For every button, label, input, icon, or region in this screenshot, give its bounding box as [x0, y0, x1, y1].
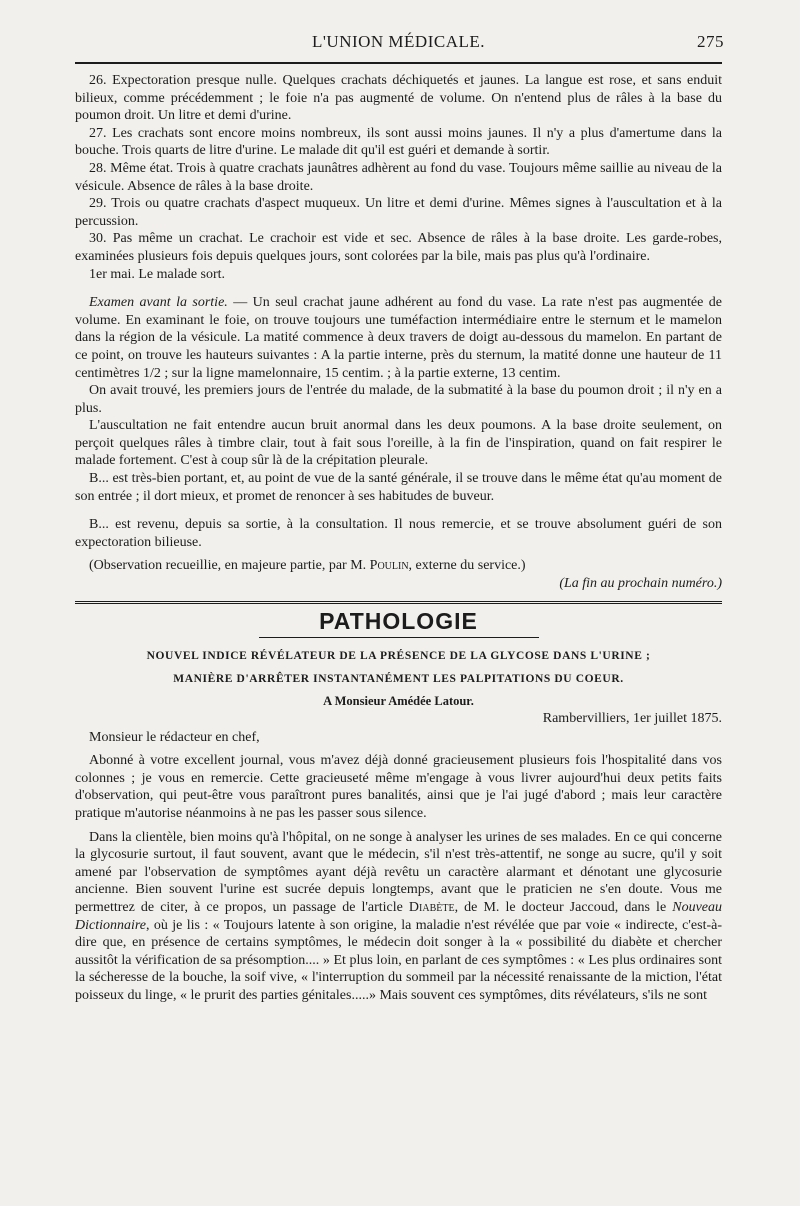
- letter-paragraph-2: [75, 829, 722, 1005]
- addressee: A Monsieur Amédée Latour.: [323, 693, 474, 708]
- continued-note: (La fin au prochain numéro.): [559, 576, 722, 592]
- salutation: Monsieur le rédacteur en chef,: [89, 729, 260, 745]
- section-title: PATHOLOGIE: [319, 607, 478, 634]
- credit-prefix: (Observation recueillie, en majeure partie, par M.: [89, 558, 370, 574]
- credit-suffix: , externe du service.): [408, 558, 526, 574]
- observation-discharge: 1er mai. Le malade sort.: [89, 266, 226, 282]
- observation-paragraph: L'auscultation ne fait entendre aucun bruit anormal dans les deux poumons. A la base droite seulement, on perçoit quelques râles à timbre clair, tout à fait sous l'oreille, à la fin de l'inspiration, quand on fait respirer le malade fortement. C'est à coup sûr là de la crépitation pleurale.: [75, 418, 722, 469]
- letter-text: , de M. le docteur Jaccoud, dans le: [454, 899, 673, 915]
- letter-text: , où je lis : « Toujours latente à son origine, la maladie n'est révélée que par voie « indirecte, c'est-à-dire que, en présence de certains symptômes, le médecin doit songer à la « possibilité du diabète et chercher aussitôt la vérification de sa présomption.... » Et plus loin, en parlant de ces symptômes : « Les plus ordinaires sont la sécheresse de la bouche, la soif vive, « l'interruption du sommeil par la nécessité renaissante de la miction, l'état poisseux du linge, « le prurit des parties génitales.....» Mais souvent ces symptômes, dits révélateurs, s'ils ne sont: [75, 917, 722, 1003]
- article-title-line-2: MANIÈRE D'ARRÊTER INSTANTANÉMENT LES PALPITATIONS DU COEUR.: [173, 672, 624, 685]
- observation-paragraph: B... est très-bien portant, et, au point de vue de la santé générale, il se trouve dans le même état qu'au moment de son entrée ; il dort mieux, et promet de renoncer à ses habitudes de buveur.: [75, 471, 722, 504]
- observation-credit: [75, 557, 722, 575]
- place-date: Rambervilliers, 1er juillet 1875.: [542, 710, 722, 726]
- credit-name: Poulin: [369, 558, 409, 574]
- observation-day-30: 30. Pas même un crachat. Le crachoir est vide et sec. Absence de râles à la base droite. Les garde-robes, examinées plusieurs fois depuis quelques jours, sont colorées par la bile, mais pas plus qu'à l'ordinaire.: [75, 231, 722, 264]
- observation-day-27: 27. Les crachats sont encore moins nombreux, ils sont aussi moins jaunes. Il n'y a plus d'amertume dans la bouche. Trois quarts de litre d'urine. Le malade dit qu'il est guéri et demande à sortir.: [75, 125, 722, 159]
- article-title-line-1: NOUVEL INDICE RÉVÉLATEUR DE LA PRÉSENCE DE LA GLYCOSE DANS L'URINE ;: [146, 649, 651, 662]
- letter-paragraph-1: Abonné à votre excellent journal, vous m'avez déjà donné gracieusement plusieurs fois l'hospitalité dans vos colonnes ; je vous en remercie. Cette gracieuseté même m'engage à vous livrer aujourd'hui deux petits faits d'observation, qui peut-être vous paraîtront pures banalités, ainsi que je l'ai jugé d'abord ; mais leur caractère pratique m'autorise néanmoins à ne pas les passer sous silence.: [75, 753, 722, 821]
- title-rule: [259, 637, 539, 638]
- exam-paragraph: [75, 294, 722, 382]
- page-header: [75, 30, 722, 56]
- section-separator: [75, 601, 722, 604]
- journal-title: L'UNION MÉDICALE.: [311, 32, 486, 51]
- exam-label: Examen avant la sortie.: [89, 295, 228, 311]
- dictionary-reference: Nouveau Dictionnaire: [75, 899, 722, 933]
- observation-day-29: 29. Trois ou quatre crachats d'aspect muqueux. Un litre et demi d'urine. Mêmes signes à l'auscultation et à la percussion.: [75, 196, 722, 229]
- observation-section: [75, 72, 722, 593]
- letter-text: Dans la clientèle, bien moins qu'à l'hôpital, on ne songe à analyser les urines de ses malades. En ce qui concerne la glycosurie surtout, il faut souvent, avant que le médecin, s'il n'est très-attentif, ne songe au sucre, qu'il y soit amené par l'observation de symptômes ayant déjà revêtu un caractère alarmant et dénotant une glycosurie ancienne. Bien souvent l'urine est sucrée depuis longtemps, avant que le praticien ne s'en doute. Vous me permettrez de citer, à ce propos, un passage de l'article: [75, 829, 722, 915]
- header-rule: [75, 62, 722, 64]
- observation-paragraph: On avait trouvé, les premiers jours de l'entrée du malade, de la submatité à la base du poumon droit ; il n'y en a plus.: [75, 383, 722, 416]
- page-number: 275: [697, 32, 724, 51]
- observation-day-26: 26. Expectoration presque nulle. Quelques crachats déchiquetés et jaunes. La langue est rose, et sans enduit bilieux, comme précédemment ; le foie n'a pas augmenté de volume. On n'entend plus de râles à la base du poumon droit. Un litre et demi d'urine.: [75, 73, 722, 124]
- pathologie-section: [75, 608, 722, 1005]
- article-reference: Diabète: [408, 899, 455, 915]
- exam-text: — Un seul crachat jaune adhérent au fond du vase. La rate n'est pas augmentée de volume. En examinant le foie, on trouve toujours une tuméfaction intermédiaire entre le sternum et le mamelon dans la région de la vésicule. La matité commence à deux travers de doigt au-dessous du mamelon. En partant de ce point, on trouve les hauteurs suivantes : A la partie interne, près du sternum, la matité donne une hauteur de 11 centimètres 1/2 ; sur la ligne mamelonnaire, 15 centim. ; à la partie externe, 13 centim.: [75, 295, 722, 381]
- observation-day-28: 28. Même état. Trois à quatre crachats jaunâtres adhèrent au fond du vase. Toujours même saillie au niveau de la vésicule. Absence de râles à la base droite.: [75, 160, 722, 194]
- revisit-paragraph: B... est revenu, depuis sa sortie, à la consultation. Il nous remercie, et se trouve absolument guéri de son expectoration bilieuse.: [75, 517, 722, 550]
